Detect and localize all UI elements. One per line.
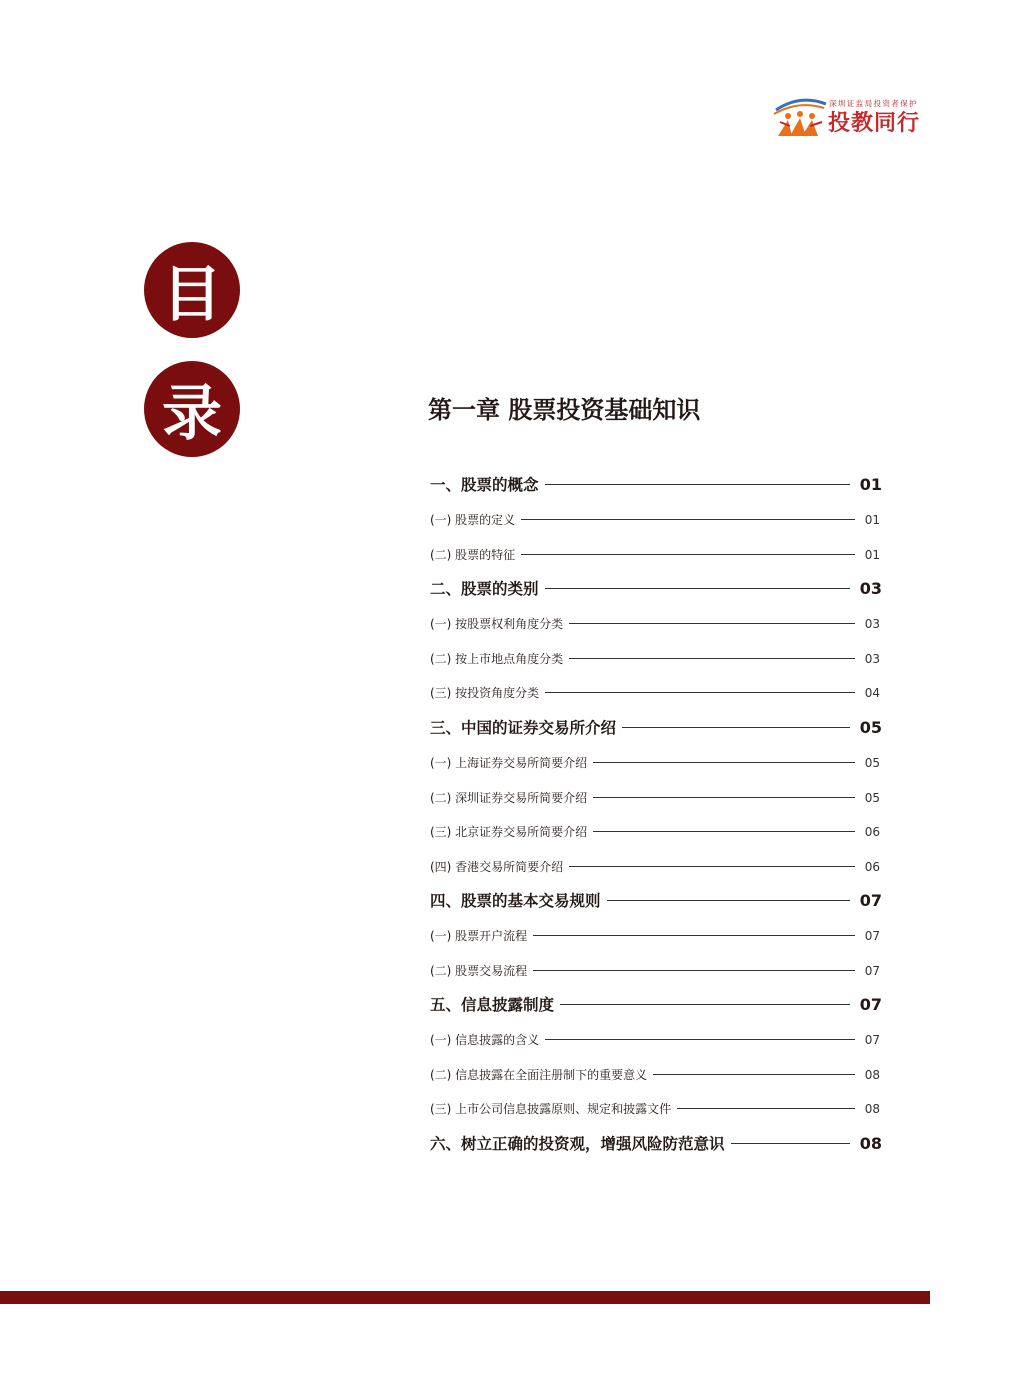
toc-entry-page: 07: [859, 994, 882, 1014]
toc-entry[interactable]: [430, 993, 882, 1015]
toc-entry-label: (二) 股票交易流程: [430, 964, 528, 978]
toc-entry[interactable]: [430, 754, 882, 771]
toc-leader-line: [622, 727, 850, 728]
toc-leader-line: [521, 519, 855, 520]
toc-leader-line: [569, 623, 855, 624]
toc-leader-line: [593, 762, 855, 763]
logo-subtitle: 深圳证监局投资者保护: [829, 99, 918, 108]
toc-entry-page: 01: [864, 547, 880, 562]
toc-entry-label: (二) 深圳证券交易所简要介绍: [430, 791, 588, 805]
toc-entry[interactable]: [430, 1132, 882, 1154]
toc-entry[interactable]: [430, 962, 882, 979]
toc-entry-page: 08: [864, 1067, 880, 1082]
toc-entry[interactable]: [430, 858, 882, 875]
toc-leader-line: [653, 1074, 855, 1075]
title-char-circle-2: 录: [144, 361, 240, 457]
toc-entry-label: (二) 信息披露在全面注册制下的重要意义: [430, 1068, 648, 1082]
footer-bar: [0, 1291, 930, 1304]
toc-leader-line: [545, 588, 850, 589]
toc-entry[interactable]: [430, 1031, 882, 1048]
toc-entry-label: 四、股票的基本交易规则: [430, 892, 601, 910]
toc-entry[interactable]: [430, 823, 882, 840]
toc-entry-page: 07: [864, 963, 880, 978]
toc-leader-line: [533, 935, 855, 936]
chapter-title: 第一章 股票投资基础知识: [428, 396, 701, 424]
toc-entry-page: 01: [864, 512, 880, 527]
toc-entry-label: (一) 上海证券交易所简要介绍: [430, 756, 588, 770]
toc-entry-label: (三) 按投资角度分类: [430, 686, 540, 700]
toc-entry-label: (一) 按股票权利角度分类: [430, 617, 564, 631]
toc-leader-line: [545, 484, 850, 485]
toc-entry[interactable]: [430, 1100, 882, 1117]
toc-entry[interactable]: [430, 546, 882, 563]
toc-entry-label: (四) 香港交易所简要介绍: [430, 860, 564, 874]
logo-emblem-icon: [772, 96, 828, 140]
title-char-circle-1: 目: [144, 242, 240, 338]
toc-entry-page: 05: [859, 717, 882, 737]
toc-entry-label: (一) 股票开户流程: [430, 929, 528, 943]
toc-entry-label: 六、树立正确的投资观，增强风险防范意识: [430, 1135, 725, 1153]
toc-leader-line: [569, 658, 855, 659]
toc-entry-page: 03: [864, 651, 880, 666]
toc-leader-line: [607, 900, 850, 901]
toc-entry[interactable]: [430, 615, 882, 632]
toc-leader-line: [545, 1039, 855, 1040]
logo: [772, 96, 932, 140]
toc-leader-line: [533, 970, 855, 971]
toc-entry[interactable]: [430, 684, 882, 701]
toc-entry[interactable]: [430, 650, 882, 667]
toc-leader-line: [545, 692, 855, 693]
logo-title: 投教同行: [828, 111, 921, 136]
toc-entry-label: 二、股票的类别: [430, 580, 539, 598]
toc-entry-page: 07: [864, 928, 880, 943]
toc-entry-label: (二) 股票的特征: [430, 548, 516, 562]
toc-entry-page: 03: [859, 578, 882, 598]
toc-entry-page: 08: [864, 1101, 880, 1116]
toc-entry-page: 01: [859, 474, 882, 494]
toc-entry-label: 五、信息披露制度: [430, 996, 555, 1014]
toc-leader-line: [569, 866, 855, 867]
toc-entry-label: (二) 按上市地点角度分类: [430, 652, 564, 666]
toc-entry-label: (一) 信息披露的含义: [430, 1033, 540, 1047]
toc-entry-label: (一) 股票的定义: [430, 513, 516, 527]
toc-entry[interactable]: [430, 789, 882, 806]
toc-entry-label: (三) 上市公司信息披露原则、规定和披露文件: [430, 1102, 672, 1116]
toc-entry[interactable]: [430, 511, 882, 528]
toc-entry-label: (三) 北京证券交易所简要介绍: [430, 825, 588, 839]
toc-entry-label: 三、中国的证券交易所介绍: [430, 719, 617, 737]
toc-entry[interactable]: [430, 473, 882, 495]
toc-entry[interactable]: [430, 577, 882, 599]
toc-entry-page: 03: [864, 616, 880, 631]
toc-leader-line: [593, 797, 855, 798]
toc-entry-page: 08: [859, 1133, 882, 1153]
toc-entry-page: 05: [864, 755, 880, 770]
toc-entry-label: 一、股票的概念: [430, 476, 539, 494]
toc-entry[interactable]: [430, 889, 882, 911]
toc-leader-line: [731, 1143, 850, 1144]
toc-leader-line: [560, 1004, 850, 1005]
toc-entry-page: 07: [859, 890, 882, 910]
toc-leader-line: [521, 554, 855, 555]
toc-entry[interactable]: [430, 716, 882, 738]
toc-entry-page: 04: [864, 685, 880, 700]
toc-entry-page: 06: [864, 824, 880, 839]
toc-leader-line: [593, 831, 855, 832]
toc-entry-page: 06: [864, 859, 880, 874]
toc-entry[interactable]: [430, 927, 882, 944]
toc-entry-page: 07: [864, 1032, 880, 1047]
toc-entry-page: 05: [864, 790, 880, 805]
toc-leader-line: [677, 1108, 855, 1109]
toc-entry[interactable]: [430, 1066, 882, 1083]
